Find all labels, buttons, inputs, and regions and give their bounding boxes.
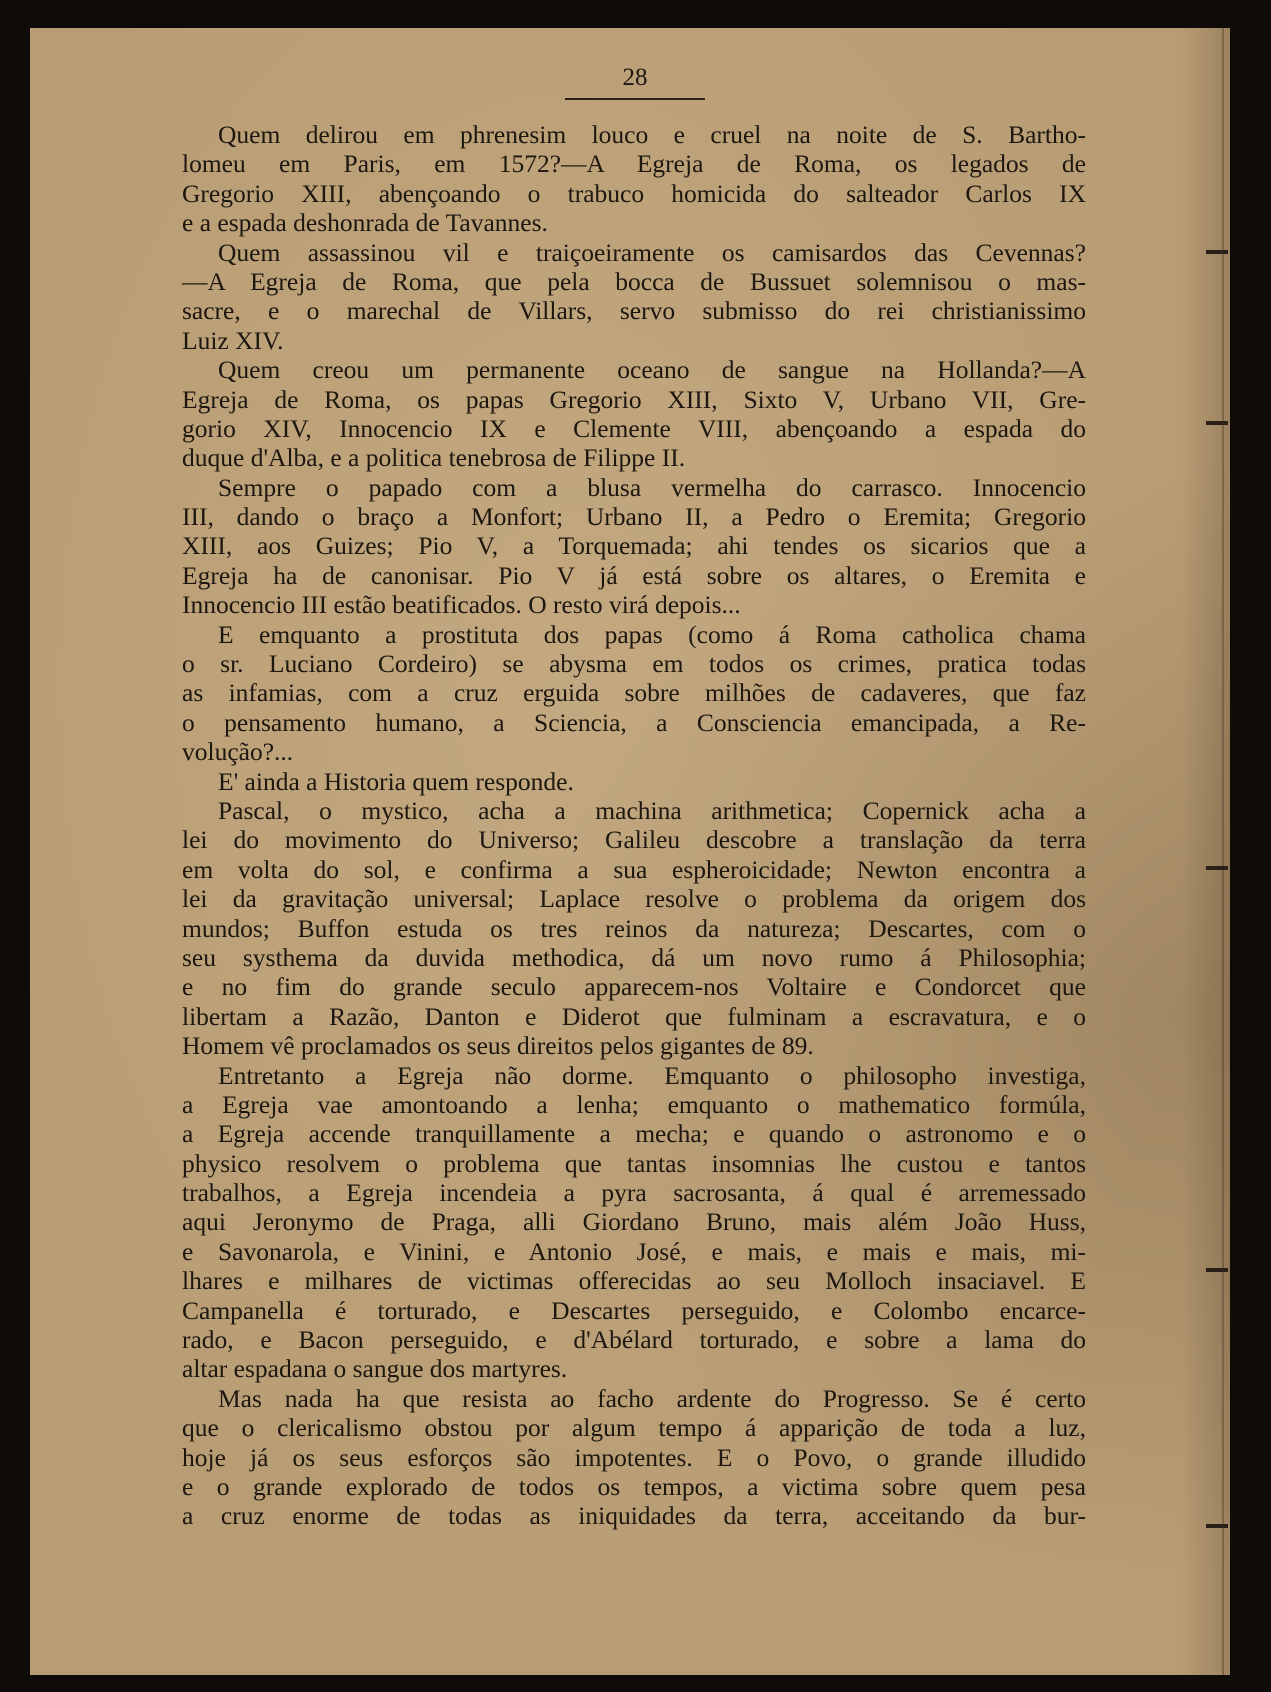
text-line: e Savonarola, e Vinini, e Antonio José, e mais, e mais e mais, mi- [182, 1236, 1086, 1266]
text-line: E emquanto a prostituta dos papas (como á Roma catholica chama [218, 619, 1086, 649]
text-line: lei do movimento do Universo; Galileu descobre a translação da terra [182, 825, 1086, 855]
text-line: o sr. Luciano Cordeiro) se abysma em todos os crimes, pratica todas [182, 649, 1086, 679]
body-text [182, 120, 1086, 1531]
edge-mark [1206, 866, 1228, 870]
text-line: Innocencio III estão beatificados. O resto virá depois... [182, 590, 741, 620]
text-line: Egreja de Roma, os papas Gregorio XIII, Sixto V, Urbano VII, Gre- [182, 384, 1086, 414]
text-line: e a espada deshonrada de Tavannes. [182, 208, 548, 238]
text-line: —A Egreja de Roma, que pela bocca de Bussuet solemnisou o mas- [182, 266, 1086, 296]
text-line: mundos; Buffon estuda os tres reinos da natureza; Descartes, com o [182, 913, 1086, 943]
text-line: Quem creou um permanente oceano de sangue na Hollanda?—A [218, 355, 1086, 385]
text-line: a Egreja vae amontoando a lenha; emquanto o mathematico formúla, [182, 1089, 1086, 1119]
edge-mark [1206, 1268, 1228, 1272]
text-line: que o clericalismo obstou por algum tempo á apparição de toda a luz, [182, 1413, 1086, 1443]
text-line: a Egreja accende tranquillamente a mecha; e quando o astronomo e o [182, 1119, 1086, 1149]
page-number-rule [565, 98, 705, 100]
page-fold-line [1222, 28, 1224, 1675]
text-line: physico resolvem o problema que tantas insomnias lhe custou e tantos [182, 1148, 1086, 1178]
text-line: Mas nada ha que resista ao facho ardente do Progresso. Se é certo [218, 1383, 1086, 1413]
text-line: E' ainda a Historia quem responde. [218, 766, 574, 796]
text-line: lomeu em Paris, em 1572?—A Egreja de Roma, os legados de [182, 149, 1086, 179]
text-line: XIII, aos Guizes; Pio V, a Torquemada; ahi tendes os sicarios que a [182, 531, 1086, 561]
text-line: Quem assassinou vil e traiçoeiramente os camisardos das Cevennas? [218, 237, 1086, 267]
text-line: trabalhos, a Egreja incendeia a pyra sacrosanta, á qual é arremessado [182, 1178, 1086, 1208]
text-line: Luiz XIV. [182, 325, 284, 355]
text-line: rado, e Bacon perseguido, e d'Abélard torturado, e sobre a lama do [182, 1325, 1086, 1355]
text-line: Sempre o papado com a blusa vermelha do carrasco. Innocencio [218, 472, 1086, 502]
text-line: Campanella é torturado, e Descartes perseguido, e Colombo encarce- [182, 1295, 1086, 1325]
text-line: e o grande explorado de todos os tempos, a victima sobre quem pesa [182, 1471, 1086, 1501]
text-line: o pensamento humano, a Sciencia, a Consciencia emancipada, a Re- [182, 707, 1086, 737]
text-line: Homem vê proclamados os seus direitos pelos gigantes de 89. [182, 1031, 814, 1061]
text-line: em volta do sol, e confirma a sua espheroicidade; Newton encontra a [182, 854, 1086, 884]
text-line: seu systhema da duvida methodica, dá um novo rumo á Philosophia; [182, 942, 1086, 972]
text-line: sacre, e o marechal de Villars, servo submisso do rei christianissimo [182, 296, 1086, 326]
edge-mark [1206, 250, 1228, 254]
text-line: a cruz enorme de todas as iniquidades da terra, acceitando da bur- [182, 1501, 1086, 1531]
text-line: altar espadana o sangue dos martyres. [182, 1354, 568, 1384]
text-line: Pascal, o mystico, acha a machina arithmetica; Copernick acha a [218, 795, 1086, 825]
text-line: gorio XIV, Innocencio IX e Clemente VIII, abençoando a espada do [182, 413, 1086, 443]
text-line: volução?... [182, 737, 294, 767]
text-line: lhares e milhares de victimas offerecidas ao seu Molloch insaciavel. E [182, 1266, 1086, 1296]
text-line: Entretanto a Egreja não dorme. Emquanto o philosopho investiga, [218, 1060, 1086, 1090]
text-line: Quem delirou em phrenesim louco e cruel na noite de S. Bartho- [218, 120, 1086, 149]
text-line: libertam a Razão, Danton e Diderot que fulminam a escravatura, e o [182, 1001, 1086, 1031]
text-line: lei da gravitação universal; Laplace resolve o problema da origem dos [182, 884, 1086, 914]
text-line: III, dando o braço a Monfort; Urbano II, a Pedro o Eremita; Gregorio [182, 502, 1086, 532]
page-number: 28 [622, 64, 648, 91]
edge-mark [1206, 1524, 1228, 1528]
book-page [30, 28, 1230, 1675]
text-line: Egreja ha de canonisar. Pio V já está sobre os altares, o Eremita e [182, 560, 1086, 590]
edge-mark [1206, 421, 1228, 425]
text-line: as infamias, com a cruz erguida sobre milhões de cadaveres, que faz [182, 678, 1086, 708]
text-line: hoje já os seus esforços são impotentes. E o Povo, o grande illudido [182, 1442, 1086, 1472]
text-line: Gregorio XIII, abençoando o trabuco homicida do salteador Carlos IX [182, 178, 1086, 208]
text-line: aqui Jeronymo de Praga, alli Giordano Bruno, mais além João Huss, [182, 1207, 1086, 1237]
text-line: e no fim do grande seculo apparecem-nos Voltaire e Condorcet que [182, 972, 1086, 1002]
text-line: duque d'Alba, e a politica tenebrosa de Filippe II. [182, 443, 686, 473]
